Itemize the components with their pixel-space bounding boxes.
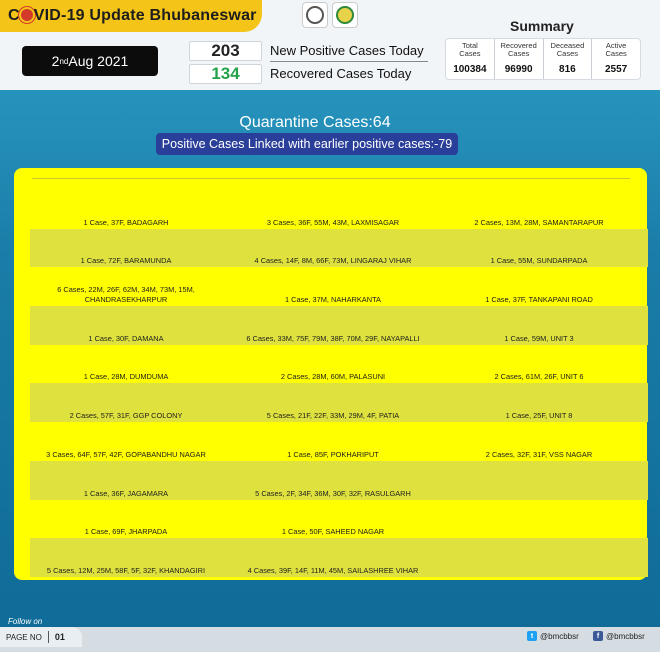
case-cell: 2 Cases, 61M, 26F, UNIT 6 <box>494 372 584 382</box>
case-cell: 1 Case, 37F, BADAGARH <box>83 217 169 227</box>
table-row <box>30 345 648 384</box>
case-cell: 3 Cases, 64F, 57F, 42F, GOPABANDHU NAGAR <box>46 449 206 459</box>
recovered-label: Recovered Cases Today <box>270 66 412 81</box>
divider <box>48 631 49 643</box>
summary-value: 96990 <box>504 64 533 75</box>
page-title: C VID-19 Update Bhubaneswar <box>8 7 257 24</box>
case-cell: 1 Case, 72F, BARAMUNDA <box>80 256 172 266</box>
case-cell: 1 Case, 36F, JAGAMARA <box>83 488 169 498</box>
facebook-label: @bmcbbsr <box>606 631 645 641</box>
card-divider <box>32 178 630 179</box>
case-cell: 1 Case, 37F, TANKAPANI ROAD <box>485 295 593 305</box>
case-cell: 4 Cases, 14F, 8M, 66F, 73M, LINGARAJ VIHAR <box>254 256 412 266</box>
case-cell: 2 Cases, 13M, 28M, SAMANTARAPUR <box>474 217 604 227</box>
new-cases-label: New Positive Cases Today <box>270 43 424 58</box>
linked-cases-banner: Positive Cases Linked with earlier positive cases:-79 <box>156 133 458 155</box>
summary-title: Summary <box>510 18 574 34</box>
summary-value: 2557 <box>605 64 628 75</box>
summary-cell <box>544 39 593 79</box>
title-tab <box>0 0 262 32</box>
table-row <box>30 190 648 229</box>
summary-value: 816 <box>559 64 576 75</box>
summary-cell <box>495 39 544 79</box>
quarantine-cases: Quarantine Cases:64 <box>239 114 391 131</box>
new-cases-count: 203 <box>189 41 262 61</box>
case-cell: 1 Case, 30F, DAMANA <box>88 333 164 343</box>
case-cell: 5 Cases, 12M, 25M, 58F, 5F, 32F, KHANDAGIRI <box>46 565 206 575</box>
table-row <box>30 267 648 306</box>
page-label: PAGE NO <box>6 632 42 642</box>
case-cell: 6 Cases, 22M, 26F, 62M, 34M, 73M, 15M, CHANDRASEKHARPUR <box>57 285 195 305</box>
table-row <box>30 461 648 500</box>
case-cell: 1 Case, 59M, UNIT 3 <box>504 333 574 343</box>
government-emblem-logo <box>302 2 328 28</box>
twitter-handle[interactable] <box>527 631 579 641</box>
table-row <box>30 383 648 422</box>
summary-box <box>445 38 641 80</box>
divider <box>270 61 428 62</box>
table-row <box>30 500 648 539</box>
facebook-handle[interactable] <box>593 631 645 641</box>
page-number-tab <box>0 627 82 647</box>
twitter-icon: t <box>527 631 537 641</box>
summary-label: Deceased Cases <box>550 41 585 58</box>
summary-label: Total Cases <box>459 41 481 58</box>
table-row <box>30 538 648 577</box>
table-row <box>30 306 648 345</box>
virus-icon <box>21 9 33 21</box>
summary-label: Recovered Cases <box>500 41 537 58</box>
table-row <box>30 422 648 461</box>
summary-value: 100384 <box>453 64 487 75</box>
case-cell: 1 Case, 37M, NAHARKANTA <box>285 295 381 305</box>
case-cell: 1 Case, 25F, UNIT 8 <box>505 411 573 421</box>
recovered-count: 134 <box>189 64 262 84</box>
facebook-icon: f <box>593 631 603 641</box>
case-cell: 2 Cases, 28M, 60M, PALASUNI <box>280 372 386 382</box>
case-cell: 5 Cases, 2F, 34F, 36M, 30F, 32F, RASULGARH <box>255 488 411 498</box>
case-cell: 1 Case, 69F, JHARPADA <box>84 527 168 537</box>
cases-card <box>14 168 647 580</box>
date-badge: 2 nd Aug 2021 <box>22 46 158 76</box>
case-cell: 1 Case, 28M, DUMDUMA <box>83 372 169 382</box>
case-cell: 6 Cases, 33M, 75F, 79M, 38F, 70M, 29F, NAYAPALLI <box>246 333 420 343</box>
case-cell: 2 Cases, 32F, 31F, VSS NAGAR <box>485 449 593 459</box>
case-cell: 1 Case, 85F, POKHARIPUT <box>287 449 379 459</box>
summary-cell <box>592 39 640 79</box>
case-cell: 4 Cases, 39F, 14F, 11M, 45M, SAILASHREE VIHAR <box>247 565 419 575</box>
case-cell: 1 Case, 55M, SUNDARPADA <box>490 256 588 266</box>
summary-cell <box>446 39 495 79</box>
table-row <box>30 229 648 268</box>
case-cell: 1 Case, 50F, SAHEED NAGAR <box>281 527 385 537</box>
case-cell: 2 Cases, 57F, 31F, GGP COLONY <box>69 411 183 421</box>
case-cell: 5 Cases, 21F, 22F, 33M, 29M, 4F, PATIA <box>266 411 400 421</box>
follow-on-label: Follow on <box>8 617 43 626</box>
cases-table <box>30 190 648 577</box>
page-number: 01 <box>54 632 65 642</box>
twitter-label: @bmcbbsr <box>540 631 579 641</box>
summary-label: Active Cases <box>605 41 627 58</box>
case-cell: 3 Cases, 36F, 55M, 43M, LAXMISAGAR <box>266 217 400 227</box>
bmc-logo <box>332 2 358 28</box>
